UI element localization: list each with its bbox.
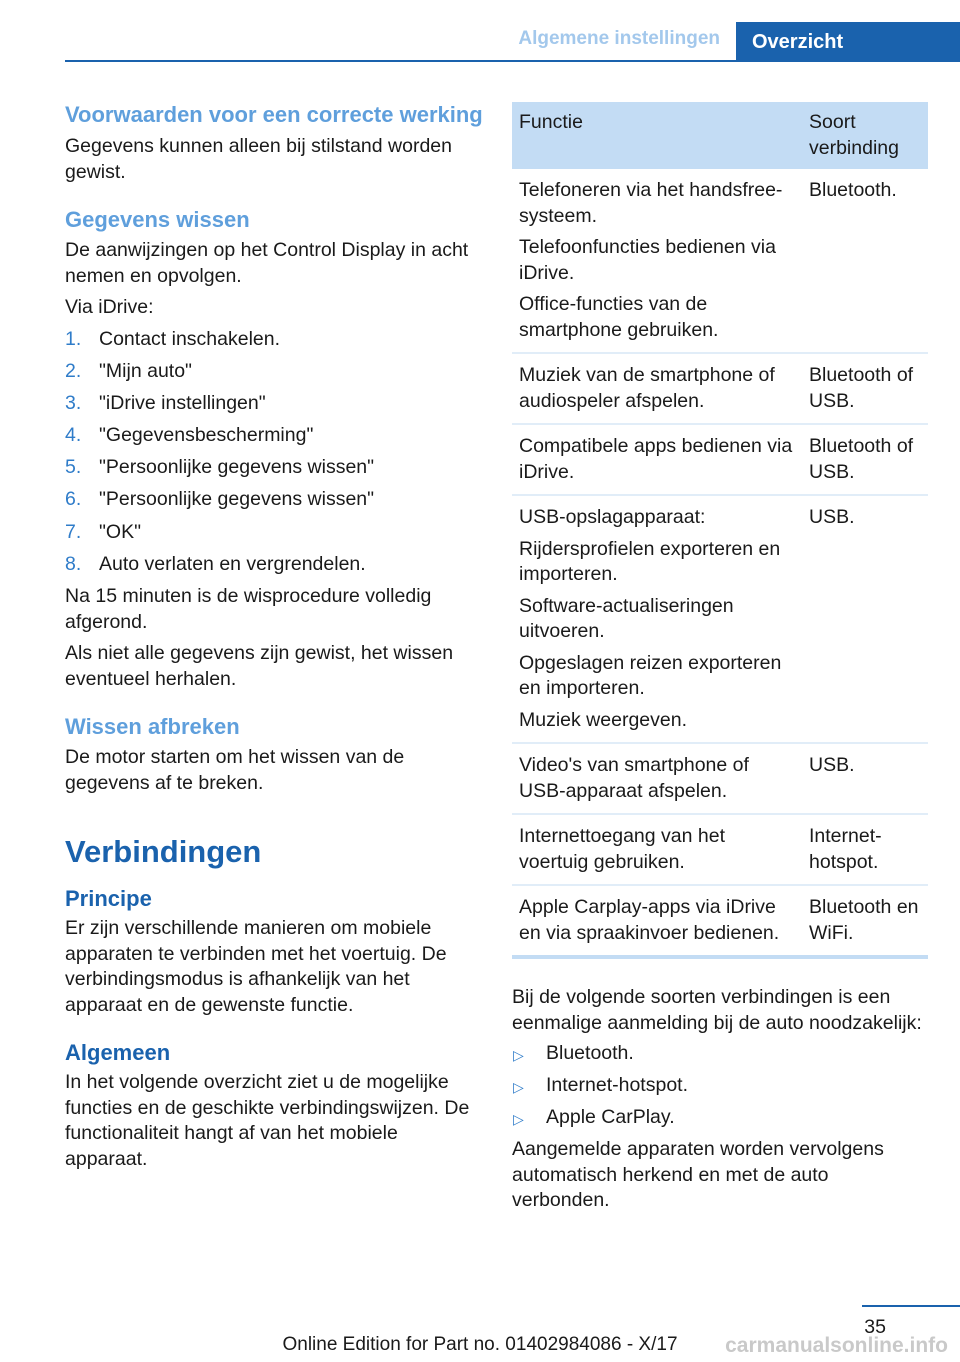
- text-na-15-minuten: Na 15 minuten is de wisprocedure volledig afgerond.: [65, 585, 432, 633]
- connection-type-item: [512, 1073, 928, 1105]
- step-item: [65, 552, 483, 584]
- step-number: 4.: [65, 424, 82, 447]
- step-number: 8.: [65, 552, 82, 575]
- header-rule: [65, 60, 960, 62]
- step-text: "Mijn auto": [99, 359, 192, 382]
- text-principe: Er zijn verschillende manieren om mobiele apparaten te verbinden met het voertuig. De verbindingsmodus is afhankelijk van het apparaat en de gewenste functie.: [65, 917, 447, 1016]
- header-section-title: Algemene instellingen: [518, 28, 720, 49]
- table-header-row: [512, 102, 928, 169]
- table-row: [512, 353, 928, 424]
- functie-line: Muziek van de smartphone of audiospeler afspelen.: [519, 364, 775, 412]
- step-number: 3.: [65, 391, 82, 414]
- text-aanmelding: Bij de volgende soorten verbindingen is een eenmalige aanmelding bij de auto noodzakelijk:: [512, 986, 922, 1034]
- table-header-functie: Functie: [512, 102, 802, 169]
- step-item: [65, 455, 483, 487]
- edition-footer: Online Edition for Part no. 01402984086 - X/17: [282, 1334, 678, 1355]
- step-text: "Persoonlijke gegevens wissen": [99, 456, 375, 479]
- watermark: carmanualsonline.info: [725, 1334, 948, 1357]
- functie-line: Internettoegang van het voertuig gebruiken.: [519, 825, 725, 873]
- cell-soort-verbinding: Bluetooth of USB.: [802, 424, 928, 495]
- page-number: 35: [864, 1316, 886, 1338]
- triangle-bullet-icon: ▷: [513, 1111, 524, 1127]
- functie-line: Opgeslagen reizen exporteren en importeren.: [519, 651, 782, 699]
- cell-soort-verbinding: Bluetooth en WiFi.: [802, 885, 928, 957]
- functie-line: Telefoneren via het handsfree-systeem.: [519, 179, 783, 227]
- functie-line: Software-actualiseringen uitvoeren.: [519, 594, 734, 642]
- cell-functie: [512, 495, 802, 743]
- table-row: [512, 885, 928, 957]
- step-number: 6.: [65, 488, 82, 511]
- cell-soort-verbinding: USB.: [802, 495, 928, 743]
- table-row: [512, 814, 928, 885]
- step-number: 5.: [65, 456, 82, 479]
- table-header-soort-verbinding: Soort verbinding: [802, 102, 928, 169]
- heading-gegevens-wissen: Gegevens wissen: [65, 207, 250, 232]
- text-via-idrive: Via iDrive:: [65, 296, 154, 318]
- step-item: [65, 359, 483, 391]
- table-row: [512, 743, 928, 814]
- step-text: "Persoonlijke gegevens wissen": [99, 488, 375, 511]
- heading-verbindingen: Verbindingen: [65, 834, 262, 869]
- table-row: [512, 495, 928, 743]
- step-item: [65, 391, 483, 423]
- text-gegevens-wissen: De aanwijzingen op het Control Display in acht nemen en opvolgen.: [65, 239, 469, 287]
- connection-type-text: Apple CarPlay.: [546, 1106, 675, 1128]
- triangle-bullet-icon: ▷: [513, 1079, 524, 1095]
- functie-line: Video's van smartphone of USB-apparaat afspelen.: [519, 754, 749, 802]
- step-text: Contact inschakelen.: [99, 327, 281, 350]
- cell-functie: [512, 353, 802, 424]
- heading-algemeen: Algemeen: [65, 1040, 171, 1065]
- left-column: [65, 102, 483, 1172]
- heading-principe: Principe: [65, 886, 152, 911]
- header-tab-label: Overzicht: [752, 31, 844, 53]
- functie-line: Rijdersprofielen exporteren en importeren.: [519, 537, 781, 585]
- text-voorwaarden: Gegevens kunnen alleen bij stilstand worden gewist.: [65, 135, 453, 183]
- step-item: [65, 487, 483, 519]
- step-number: 2.: [65, 359, 82, 382]
- cell-soort-verbinding: USB.: [802, 743, 928, 814]
- cell-functie: [512, 885, 802, 957]
- table-row: [512, 169, 928, 353]
- heading-wissen-afbreken: Wissen afbreken: [65, 714, 240, 739]
- cell-functie: [512, 814, 802, 885]
- connection-type-text: Internet-hotspot.: [546, 1074, 689, 1096]
- connection-type-item: [512, 1105, 928, 1137]
- functie-line: Compatibele apps bedienen via iDrive.: [519, 435, 793, 483]
- connection-type-text: Bluetooth.: [546, 1042, 634, 1064]
- cell-soort-verbinding: Internet-hotspot.: [802, 814, 928, 885]
- connection-type-item: [512, 1041, 928, 1073]
- functie-line: Telefoonfuncties bedienen via iDrive.: [519, 236, 776, 284]
- connection-types-list: [512, 1041, 928, 1137]
- connection-table: [512, 102, 928, 959]
- right-column: [512, 102, 928, 1214]
- step-text: "OK": [99, 520, 142, 543]
- step-number: 1.: [65, 327, 82, 350]
- table-row: [512, 424, 928, 495]
- text-algemeen: In het volgende overzicht ziet u de mogelijke functies en de geschikte verbindingswijzen. De functionaliteit hangt af van het mobiele apparaat.: [65, 1071, 470, 1170]
- cell-functie: [512, 424, 802, 495]
- step-item: [65, 520, 483, 552]
- footer-rule: [862, 1305, 960, 1307]
- cell-functie: [512, 743, 802, 814]
- steps-list: [65, 327, 483, 585]
- heading-voorwaarden: Voorwaarden voor een correcte werking: [65, 102, 483, 127]
- step-item: [65, 423, 483, 455]
- step-text: "Gegevensbescherming": [99, 424, 314, 447]
- functie-line: Apple Carplay-apps via iDrive en via spraakinvoer bedienen.: [519, 896, 780, 944]
- header-tab: [736, 22, 960, 62]
- cell-functie: [512, 169, 802, 353]
- text-wissen-afbreken: De motor starten om het wissen van de gegevens af te breken.: [65, 746, 405, 794]
- triangle-bullet-icon: ▷: [513, 1047, 524, 1063]
- step-number: 7.: [65, 520, 82, 543]
- functie-line: USB-opslagapparaat:: [519, 506, 706, 528]
- step-text: "iDrive instellingen": [99, 391, 266, 414]
- text-aangemelde-apparaten: Aangemelde apparaten worden vervolgens automatisch herkend en met de auto verbonden.: [512, 1138, 884, 1211]
- functie-line: Office-functies van de smartphone gebruiken.: [519, 293, 719, 341]
- cell-soort-verbinding: Bluetooth.: [802, 169, 928, 353]
- cell-soort-verbinding: Bluetooth of USB.: [802, 353, 928, 424]
- functie-line: Muziek weergeven.: [519, 708, 687, 731]
- step-item: [65, 327, 483, 359]
- text-als-niet: Als niet alle gegevens zijn gewist, het wissen eventueel herhalen.: [65, 642, 454, 690]
- table-body: [512, 169, 928, 957]
- step-text: Auto verlaten en vergrendelen.: [99, 552, 366, 575]
